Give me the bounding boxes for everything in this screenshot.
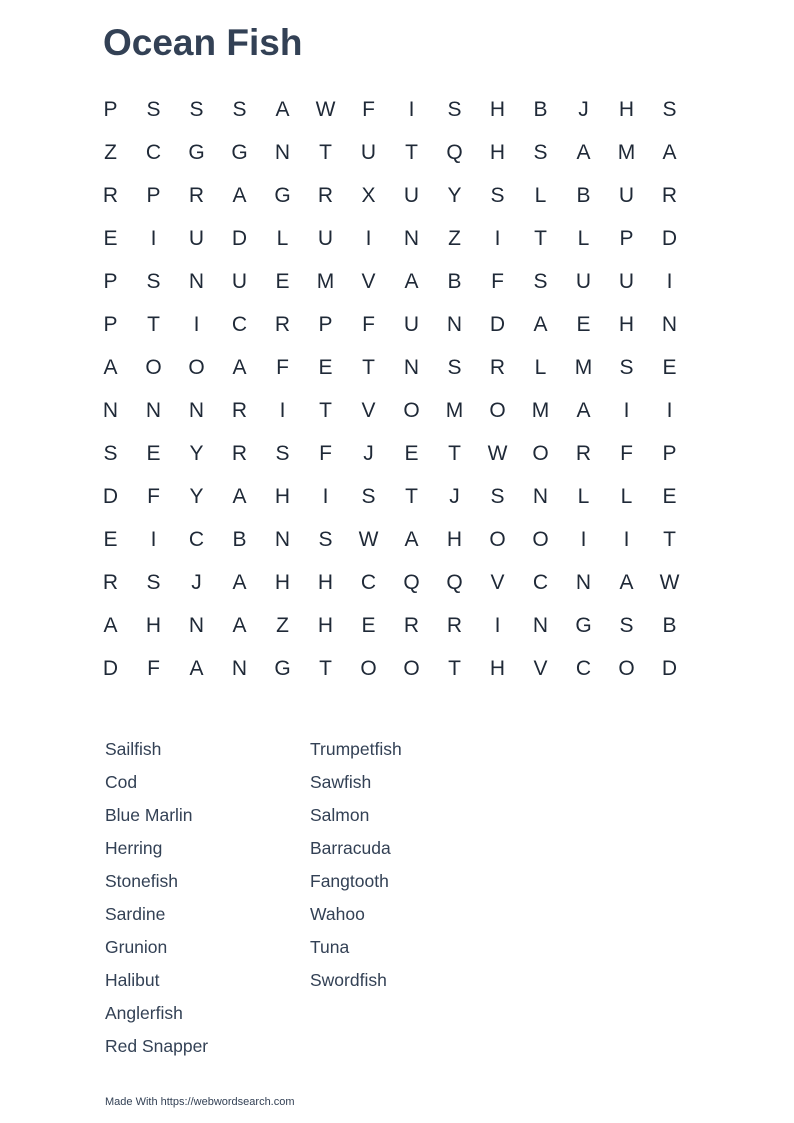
grid-row bbox=[89, 389, 691, 432]
grid-letter: R bbox=[188, 184, 205, 207]
grid-letter: F bbox=[276, 356, 289, 379]
grid-letter: S bbox=[662, 98, 677, 121]
grid-letter: V bbox=[490, 571, 505, 594]
grid-letter: J bbox=[363, 442, 374, 465]
grid-letter: H bbox=[489, 141, 506, 164]
grid-letter: A bbox=[576, 141, 591, 164]
grid-row bbox=[89, 561, 691, 604]
grid-letter: A bbox=[576, 399, 591, 422]
grid-letter: I bbox=[623, 399, 630, 422]
grid-row bbox=[89, 303, 691, 346]
grid-letter: T bbox=[405, 485, 418, 508]
grid-letter: F bbox=[362, 98, 375, 121]
word-list-item: Cod bbox=[105, 772, 138, 792]
grid-letter: S bbox=[361, 485, 376, 508]
grid-letter: L bbox=[534, 356, 547, 379]
grid-letter: R bbox=[575, 442, 592, 465]
grid-letter: Q bbox=[403, 571, 420, 594]
grid-letter: T bbox=[147, 313, 160, 336]
grid-letter: Z bbox=[276, 614, 289, 637]
grid-letter: H bbox=[489, 98, 506, 121]
footer-credit: Made With https://webwordsearch.com bbox=[105, 1096, 295, 1108]
grid-letter: W bbox=[358, 528, 379, 551]
grid-letter: I bbox=[666, 399, 673, 422]
grid-letter: S bbox=[146, 270, 161, 293]
grid-letter: R bbox=[102, 571, 119, 594]
grid-letter: H bbox=[489, 657, 506, 680]
grid-row bbox=[89, 475, 691, 518]
grid-letter: D bbox=[102, 485, 119, 508]
grid-letter: A bbox=[662, 141, 677, 164]
grid-letter: C bbox=[145, 141, 162, 164]
grid-letter: M bbox=[531, 399, 550, 422]
grid-row bbox=[89, 346, 691, 389]
grid-letter: A bbox=[232, 356, 247, 379]
letter-grid bbox=[89, 88, 691, 690]
grid-letter: J bbox=[449, 485, 460, 508]
grid-letter: Z bbox=[104, 141, 117, 164]
word-list-item: Stonefish bbox=[105, 871, 178, 891]
grid-letter: N bbox=[403, 356, 420, 379]
grid-letter: T bbox=[319, 657, 332, 680]
grid-letter: G bbox=[188, 141, 205, 164]
grid-letter: R bbox=[446, 614, 463, 637]
grid-letter: I bbox=[580, 528, 587, 551]
word-list-column bbox=[310, 735, 515, 1065]
grid-letter: P bbox=[619, 227, 634, 250]
grid-letter: R bbox=[403, 614, 420, 637]
grid-letter: O bbox=[532, 528, 549, 551]
grid-letter: U bbox=[575, 270, 592, 293]
grid-letter: M bbox=[617, 141, 636, 164]
grid-row bbox=[89, 174, 691, 217]
grid-letter: E bbox=[576, 313, 591, 336]
grid-letter: N bbox=[102, 399, 119, 422]
grid-letter: L bbox=[534, 184, 547, 207]
grid-letter: D bbox=[661, 227, 678, 250]
grid-letter: U bbox=[317, 227, 334, 250]
grid-letter: A bbox=[232, 184, 247, 207]
grid-letter: S bbox=[490, 184, 505, 207]
grid-letter: U bbox=[403, 313, 420, 336]
grid-letter: R bbox=[489, 356, 506, 379]
word-list-item: Herring bbox=[105, 838, 163, 858]
grid-letter: S bbox=[103, 442, 118, 465]
grid-letter: L bbox=[577, 485, 590, 508]
grid-letter: X bbox=[361, 184, 376, 207]
word-list-column bbox=[105, 735, 310, 1065]
grid-letter: N bbox=[188, 614, 205, 637]
grid-letter: O bbox=[489, 528, 506, 551]
grid-letter: B bbox=[232, 528, 247, 551]
grid-letter: L bbox=[577, 227, 590, 250]
grid-letter: E bbox=[662, 485, 677, 508]
grid-letter: H bbox=[618, 98, 635, 121]
grid-letter: Y bbox=[447, 184, 462, 207]
grid-letter: T bbox=[319, 399, 332, 422]
page-title: Ocean Fish bbox=[103, 22, 303, 63]
grid-letter: E bbox=[103, 227, 118, 250]
grid-letter: J bbox=[578, 98, 589, 121]
grid-letter: T bbox=[448, 442, 461, 465]
grid-letter: D bbox=[231, 227, 248, 250]
grid-letter: I bbox=[279, 399, 286, 422]
grid-letter: D bbox=[489, 313, 506, 336]
word-list-item: Anglerfish bbox=[105, 1003, 183, 1023]
grid-letter: C bbox=[188, 528, 205, 551]
grid-row bbox=[89, 647, 691, 690]
grid-letter: U bbox=[403, 184, 420, 207]
grid-letter: S bbox=[619, 356, 634, 379]
word-list-item: Blue Marlin bbox=[105, 805, 193, 825]
grid-letter: P bbox=[103, 313, 118, 336]
grid-letter: S bbox=[146, 98, 161, 121]
grid-letter: N bbox=[446, 313, 463, 336]
grid-letter: N bbox=[188, 270, 205, 293]
grid-letter: I bbox=[150, 227, 157, 250]
grid-letter: P bbox=[103, 270, 118, 293]
grid-letter: H bbox=[274, 571, 291, 594]
grid-letter: N bbox=[661, 313, 678, 336]
grid-letter: G bbox=[231, 141, 248, 164]
word-list bbox=[105, 735, 515, 1065]
grid-letter: N bbox=[231, 657, 248, 680]
grid-letter: T bbox=[448, 657, 461, 680]
grid-letter: A bbox=[103, 614, 118, 637]
grid-letter: H bbox=[317, 614, 334, 637]
grid-letter: I bbox=[365, 227, 372, 250]
grid-letter: F bbox=[147, 485, 160, 508]
word-list-item: Barracuda bbox=[310, 838, 391, 858]
grid-letter: I bbox=[193, 313, 200, 336]
grid-letter: V bbox=[361, 399, 376, 422]
grid-letter: A bbox=[404, 270, 419, 293]
word-list-item: Sardine bbox=[105, 904, 166, 924]
grid-letter: J bbox=[191, 571, 202, 594]
grid-letter: C bbox=[231, 313, 248, 336]
grid-letter: R bbox=[231, 399, 248, 422]
grid-letter: A bbox=[533, 313, 548, 336]
grid-letter: Y bbox=[189, 442, 204, 465]
grid-letter: U bbox=[231, 270, 248, 293]
grid-letter: H bbox=[317, 571, 334, 594]
word-list-item: Sawfish bbox=[310, 772, 372, 792]
grid-letter: C bbox=[360, 571, 377, 594]
grid-letter: S bbox=[146, 571, 161, 594]
grid-row bbox=[89, 131, 691, 174]
grid-letter: E bbox=[318, 356, 333, 379]
grid-letter: P bbox=[146, 184, 161, 207]
grid-letter: N bbox=[532, 485, 549, 508]
grid-letter: N bbox=[532, 614, 549, 637]
grid-letter: F bbox=[147, 657, 160, 680]
grid-letter: Q bbox=[446, 141, 463, 164]
word-list-item: Wahoo bbox=[310, 904, 365, 924]
grid-letter: A bbox=[275, 98, 290, 121]
grid-letter: S bbox=[275, 442, 290, 465]
grid-letter: B bbox=[447, 270, 462, 293]
grid-letter: G bbox=[274, 657, 291, 680]
grid-letter: R bbox=[274, 313, 291, 336]
grid-letter: F bbox=[319, 442, 332, 465]
grid-letter: A bbox=[103, 356, 118, 379]
word-list-item: Sailfish bbox=[105, 739, 162, 759]
word-list-item: Tuna bbox=[310, 937, 350, 957]
grid-letter: N bbox=[274, 141, 291, 164]
grid-letter: W bbox=[315, 98, 336, 121]
grid-row bbox=[89, 260, 691, 303]
grid-letter: U bbox=[188, 227, 205, 250]
word-list-item: Salmon bbox=[310, 805, 370, 825]
grid-letter: S bbox=[232, 98, 247, 121]
grid-letter: M bbox=[574, 356, 593, 379]
grid-letter: M bbox=[445, 399, 464, 422]
grid-letter: W bbox=[659, 571, 680, 594]
grid-letter: Q bbox=[446, 571, 463, 594]
grid-letter: A bbox=[232, 485, 247, 508]
grid-letter: S bbox=[447, 98, 462, 121]
grid-letter: H bbox=[618, 313, 635, 336]
grid-letter: N bbox=[188, 399, 205, 422]
grid-letter: T bbox=[663, 528, 676, 551]
grid-letter: P bbox=[103, 98, 118, 121]
grid-letter: R bbox=[102, 184, 119, 207]
grid-letter: T bbox=[405, 141, 418, 164]
grid-letter: E bbox=[275, 270, 290, 293]
grid-letter: R bbox=[661, 184, 678, 207]
grid-letter: L bbox=[276, 227, 289, 250]
grid-letter: V bbox=[533, 657, 548, 680]
grid-letter: I bbox=[322, 485, 329, 508]
grid-letter: M bbox=[316, 270, 335, 293]
grid-letter: F bbox=[491, 270, 504, 293]
grid-letter: P bbox=[662, 442, 677, 465]
grid-letter: A bbox=[232, 614, 247, 637]
grid-letter: U bbox=[618, 270, 635, 293]
grid-row bbox=[89, 217, 691, 260]
grid-letter: T bbox=[534, 227, 547, 250]
grid-letter: I bbox=[623, 528, 630, 551]
grid-row bbox=[89, 432, 691, 475]
grid-letter: Y bbox=[189, 485, 204, 508]
grid-letter: I bbox=[666, 270, 673, 293]
grid-letter: T bbox=[362, 356, 375, 379]
grid-letter: I bbox=[494, 614, 501, 637]
grid-letter: E bbox=[662, 356, 677, 379]
grid-letter: H bbox=[145, 614, 162, 637]
grid-letter: O bbox=[145, 356, 162, 379]
grid-letter: N bbox=[145, 399, 162, 422]
grid-letter: S bbox=[533, 141, 548, 164]
grid-letter: S bbox=[318, 528, 333, 551]
grid-letter: B bbox=[576, 184, 591, 207]
grid-letter: N bbox=[403, 227, 420, 250]
grid-row bbox=[89, 88, 691, 131]
grid-letter: A bbox=[619, 571, 634, 594]
grid-letter: S bbox=[619, 614, 634, 637]
grid-letter: E bbox=[361, 614, 376, 637]
grid-letter: O bbox=[403, 657, 420, 680]
word-list-item: Red Snapper bbox=[105, 1036, 209, 1056]
grid-letter: P bbox=[318, 313, 333, 336]
grid-letter: G bbox=[575, 614, 592, 637]
word-list-item: Trumpetfish bbox=[310, 739, 402, 759]
grid-letter: E bbox=[146, 442, 161, 465]
grid-letter: I bbox=[494, 227, 501, 250]
grid-letter: B bbox=[662, 614, 677, 637]
grid-letter: O bbox=[618, 657, 635, 680]
grid-letter: S bbox=[490, 485, 505, 508]
word-list-item: Fangtooth bbox=[310, 871, 389, 891]
grid-letter: O bbox=[403, 399, 420, 422]
grid-letter: I bbox=[408, 98, 415, 121]
grid-letter: O bbox=[188, 356, 205, 379]
grid-letter: F bbox=[620, 442, 633, 465]
grid-letter: Z bbox=[448, 227, 461, 250]
grid-letter: R bbox=[317, 184, 334, 207]
grid-letter: O bbox=[532, 442, 549, 465]
grid-letter: S bbox=[189, 98, 204, 121]
grid-letter: O bbox=[360, 657, 377, 680]
word-list-item: Grunion bbox=[105, 937, 168, 957]
grid-row bbox=[89, 518, 691, 561]
grid-letter: T bbox=[319, 141, 332, 164]
grid-letter: C bbox=[532, 571, 549, 594]
grid-letter: W bbox=[487, 442, 508, 465]
grid-letter: D bbox=[102, 657, 119, 680]
grid-letter: B bbox=[533, 98, 548, 121]
word-list-item: Halibut bbox=[105, 970, 160, 990]
grid-letter: U bbox=[618, 184, 635, 207]
grid-letter: E bbox=[103, 528, 118, 551]
grid-letter: R bbox=[231, 442, 248, 465]
grid-letter: L bbox=[620, 485, 633, 508]
grid-row bbox=[89, 604, 691, 647]
grid-letter: S bbox=[533, 270, 548, 293]
grid-letter: D bbox=[661, 657, 678, 680]
grid-letter: N bbox=[274, 528, 291, 551]
grid-letter: A bbox=[404, 528, 419, 551]
grid-letter: H bbox=[274, 485, 291, 508]
grid-letter: N bbox=[575, 571, 592, 594]
grid-letter: E bbox=[404, 442, 419, 465]
grid-letter: S bbox=[447, 356, 462, 379]
grid-letter: U bbox=[360, 141, 377, 164]
grid-letter: F bbox=[362, 313, 375, 336]
grid-letter: A bbox=[232, 571, 247, 594]
grid-letter: V bbox=[361, 270, 376, 293]
grid-letter: C bbox=[575, 657, 592, 680]
grid-letter: A bbox=[189, 657, 204, 680]
word-list-item: Swordfish bbox=[310, 970, 387, 990]
grid-letter: O bbox=[489, 399, 506, 422]
grid-letter: G bbox=[274, 184, 291, 207]
grid-letter: H bbox=[446, 528, 463, 551]
grid-letter: I bbox=[150, 528, 157, 551]
